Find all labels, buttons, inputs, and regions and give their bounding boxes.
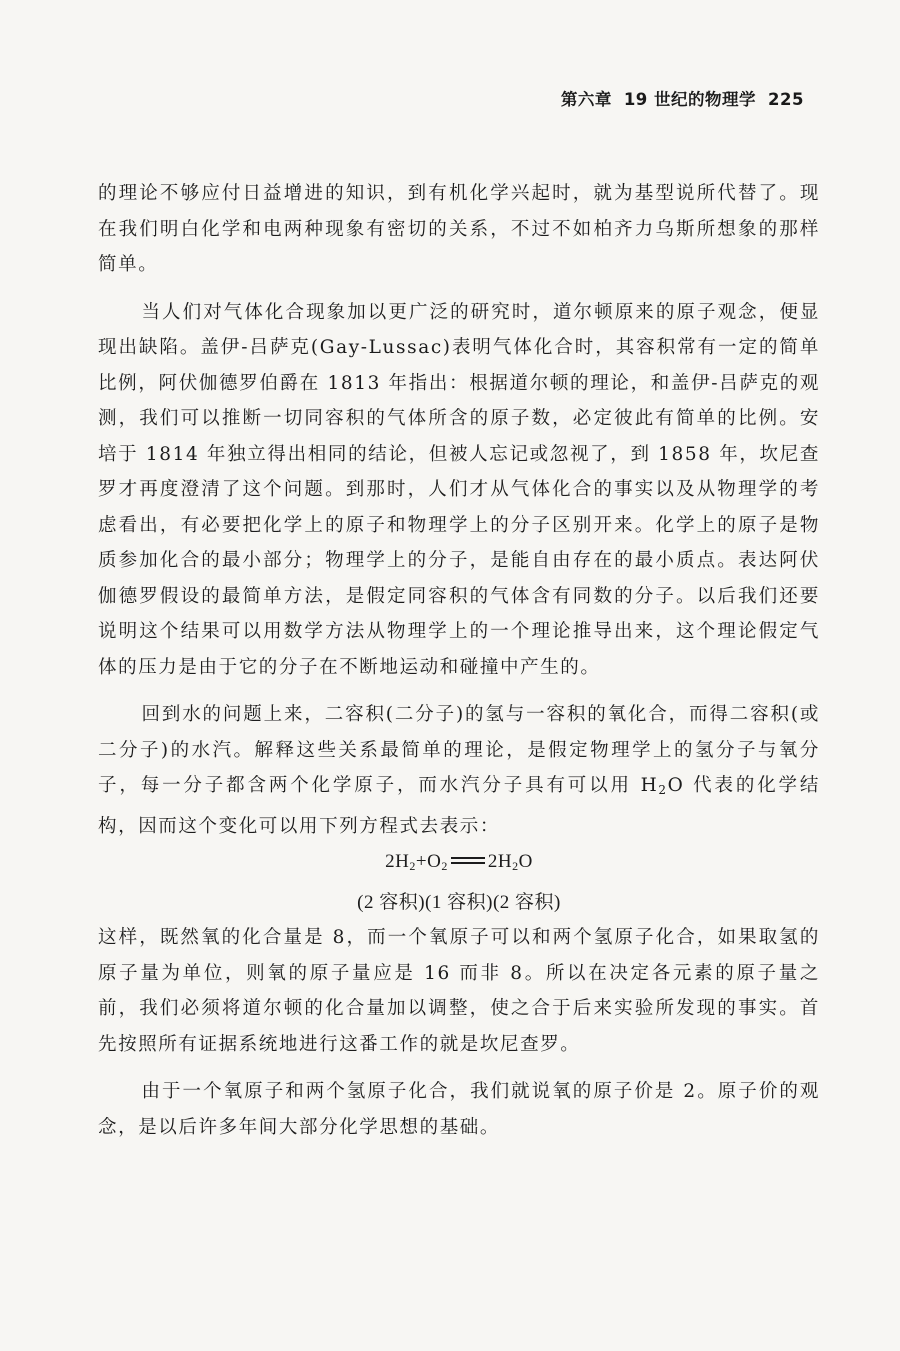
paragraph-5: 由于一个氧原子和两个氢原子化合，我们就说氧的原子价是 2。原子价的观念，是以后许多年间大部分化学思想的基础。 <box>98 1081 820 1138</box>
formula-base: H <box>640 775 659 796</box>
paragraph-1: 的理论不够应付日益增进的知识，到有机化学兴起时，就为基型说所代替了。现在我们明白化学和电两种现象有密切的关系，不过不如柏齐力乌斯所想象的那样简单。 <box>98 183 820 275</box>
paragraph-4: 这样，既然氧的化合量是 8，而一个氧原子可以和两个氢原子化合，如果取氢的原子量为单位，则氧的原子量应是 16 而非 8。所以在决定各元素的原子量之前，我们必须将道尔顿的化合量加以调整，使之合于后来实验所发现的事实。首先按照所有证据系统地进行这番工作的就是坎尼查罗。 <box>98 927 820 1055</box>
chemical-equation <box>98 844 820 885</box>
equation-hydrogen-subscript: 2 <box>409 859 416 873</box>
paragraph-3-text-after: 代表的化学结构，因而这个变化可以用下列方程式去表示： <box>98 775 821 837</box>
equation-water: 2H <box>487 851 513 872</box>
water-formula-inline <box>641 775 685 796</box>
equation-oxygen-subscript: 2 <box>441 859 448 873</box>
equation-hydrogen: 2H <box>385 851 410 872</box>
body-text <box>98 176 820 1145</box>
paragraph-2: 当人们对气体化合现象加以更广泛的研究时，道尔顿原来的原子观念，便显现出缺陷。盖伊-吕萨克(Gay-Lussac)表明气体化合时，其容积常有一定的简单比例，阿伏伽德罗伯爵在 1813 年指出：根据道尔顿的理论，和盖伊-吕萨克的观测，我们可以推断一切同容积的气体所含的原子数，必定彼此有简单的比例。安培于 1814 年独立得出相同的结论，但被人忘记或忽视了，到 1858 年，坎尼查罗才再度澄清了这个问题。到那时，人们才从气体化合的事实以及从物理学的考虑看出，有必要把化学上的原子和物理学上的分子区别开来。化学上的原子是物质参加化合的最小部分；物理学上的分子，是能自由存在的最小质点。表达阿伏伽德罗假设的最简单方法，是假定同容积的气体含有同数的分子。以后我们还要说明这个结果可以用数学方法从物理学上的一个理论推导出来，这个理论假定气体的压力是由于它的分子在不断地运动和碰撞中产生的。 <box>98 301 820 678</box>
equation-water-oxygen: O <box>518 851 533 872</box>
equals-sign <box>451 855 485 865</box>
equation-plus-oxygen: +O <box>415 851 442 872</box>
equation-water-subscript: 2 <box>512 859 519 873</box>
formula-rest: O <box>667 775 685 796</box>
chapter-title: 19 世纪的物理学 <box>623 90 757 109</box>
paragraph-3 <box>98 697 820 844</box>
paragraph-3-text-before: 回到水的问题上来，二容积(二分子)的氢与一容积的氧化合，而得二容积(或二分子)的水汽。解释这些关系最简单的理论，是假定物理学上的氢分子与氧分子，每一分子都含两个化学原子，而水汽分子具有可以用 <box>98 704 820 796</box>
chapter-label: 第六章 <box>560 90 612 109</box>
formula-subscript: 2 <box>658 783 668 797</box>
page-number: 225 <box>768 90 804 109</box>
equation-caption: (2 容积)(1 容积)(2 容积) <box>357 891 561 913</box>
running-header <box>561 86 804 110</box>
